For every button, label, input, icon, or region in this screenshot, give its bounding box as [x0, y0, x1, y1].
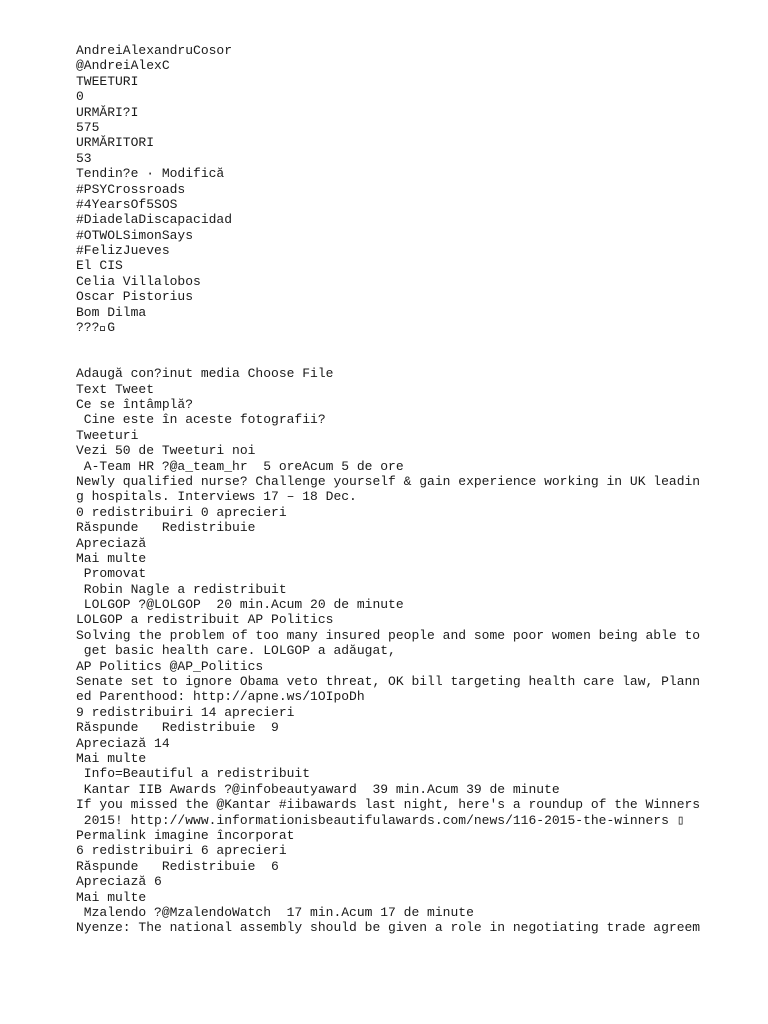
timeline-line[interactable]: Răspunde Redistribuie: [76, 520, 256, 536]
trend-item[interactable]: #FelizJueves: [76, 243, 170, 259]
timeline-line[interactable]: Răspunde Redistribuie 9: [76, 720, 279, 736]
timeline-line[interactable]: 2015! http://www.informationisbeautifulawards.com/news/116-2015-the-winners ▯: [76, 812, 685, 828]
timeline-line[interactable]: 6 redistribuiri 6 aprecieri: [76, 843, 287, 859]
profile-name[interactable]: AndreiAlexandruCosor: [76, 43, 233, 58]
spacer: [76, 335, 696, 366]
profile-handle[interactable]: @AndreiAlexC: [76, 58, 170, 74]
followers-count[interactable]: 53: [76, 150, 92, 166]
timeline-line[interactable]: Mai multe: [76, 750, 147, 766]
timeline-line[interactable]: LOLGOP ?@LOLGOP 20 min.Acum 20 de minute: [76, 597, 404, 613]
trend-item[interactable]: #DiadelaDiscapacidad: [76, 212, 233, 228]
timeline-line[interactable]: Newly qualified nurse? Challenge yourself & gain experience working in UK leadin: [76, 473, 701, 489]
tweet-composer-prompt[interactable]: Ce se întâmplă?: [76, 397, 194, 412]
tweets-label[interactable]: TWEETURI: [76, 73, 139, 89]
timeline-line[interactable]: LOLGOP a redistribuit AP Politics: [76, 612, 334, 628]
timeline-line[interactable]: get basic health care. LOLGOP a adăugat,: [76, 643, 396, 659]
tweets-count[interactable]: 0: [76, 89, 84, 105]
trend-item[interactable]: ??? G: [76, 320, 116, 336]
trend-item[interactable]: #PSYCrossroads: [76, 181, 186, 197]
add-media-label[interactable]: Adaugă con?inut media Choose File: [76, 366, 334, 382]
following-count[interactable]: 575: [76, 119, 100, 135]
timeline-line[interactable]: 0 redistribuiri 0 aprecieri: [76, 504, 287, 520]
new-tweets-link[interactable]: Vezi 50 de Tweeturi noi: [76, 443, 256, 459]
text-tweet-label: Text Tweet: [76, 381, 155, 397]
tweets-heading: Tweeturi: [76, 427, 139, 443]
timeline-line[interactable]: Solving the problem of too many insured people and some poor women being able to: [76, 627, 701, 643]
timeline-line[interactable]: 9 redistribuiri 14 aprecieri: [76, 704, 295, 720]
timeline-line[interactable]: Mai multe: [76, 550, 147, 566]
trend-item[interactable]: #4YearsOf5SOS: [76, 196, 178, 212]
timeline-line[interactable]: Nyenze: The national assembly should be given a role in negotiating trade agreem: [76, 920, 701, 936]
timeline-line[interactable]: Mai multe: [76, 889, 147, 905]
timeline-line[interactable]: Promovat: [76, 566, 147, 582]
timeline-line[interactable]: Apreciază: [76, 535, 147, 551]
timeline-line[interactable]: Permalink imagine încorporat: [76, 827, 295, 843]
timeline-line[interactable]: ed Parenthood: http://apne.ws/1OIpoDh: [76, 689, 365, 705]
trends-header[interactable]: Tendin?e · Modifică: [76, 166, 225, 182]
followers-label[interactable]: URMĂRITORI: [76, 135, 155, 151]
trend-item[interactable]: El CIS: [76, 258, 123, 274]
timeline-line[interactable]: Senate set to ignore Obama veto threat, OK bill targeting health care law, Plann: [76, 674, 701, 690]
photo-tag-prompt[interactable]: Cine este în aceste fotografii?: [76, 412, 326, 428]
timeline: [76, 458, 701, 936]
timeline-line[interactable]: A-Team HR ?@a_team_hr 5 oreAcum 5 de ore: [76, 458, 404, 474]
trend-item[interactable]: #OTWOLSimonSays: [76, 227, 194, 243]
document-page: [76, 43, 701, 936]
trend-item[interactable]: Oscar Pistorius: [76, 289, 194, 305]
timeline-line[interactable]: Robin Nagle a redistribuit: [76, 581, 287, 597]
timeline-line[interactable]: Info=Beautiful a redistribuit: [76, 766, 311, 782]
trend-item[interactable]: Celia Villalobos: [76, 273, 201, 289]
timeline-line[interactable]: Apreciază 6: [76, 874, 162, 890]
timeline-line[interactable]: Apreciază 14: [76, 735, 170, 751]
timeline-line[interactable]: Kantar IIB Awards ?@infobeautyaward 39 min.Acum 39 de minute: [76, 781, 560, 797]
following-label[interactable]: URMĂRI?I: [76, 104, 139, 120]
trend-item[interactable]: Bom Dilma: [76, 304, 147, 320]
timeline-line[interactable]: Răspunde Redistribuie 6: [76, 858, 279, 874]
timeline-line[interactable]: AP Politics @AP_Politics: [76, 658, 264, 674]
timeline-line[interactable]: g hospitals. Interviews 17 – 18 Dec.: [76, 489, 357, 505]
timeline-line[interactable]: Mzalendo ?@MzalendoWatch 17 min.Acum 17 de minute: [76, 904, 474, 920]
timeline-line[interactable]: If you missed the @Kantar #iibawards last night, here's a roundup of the Winners: [76, 797, 701, 813]
